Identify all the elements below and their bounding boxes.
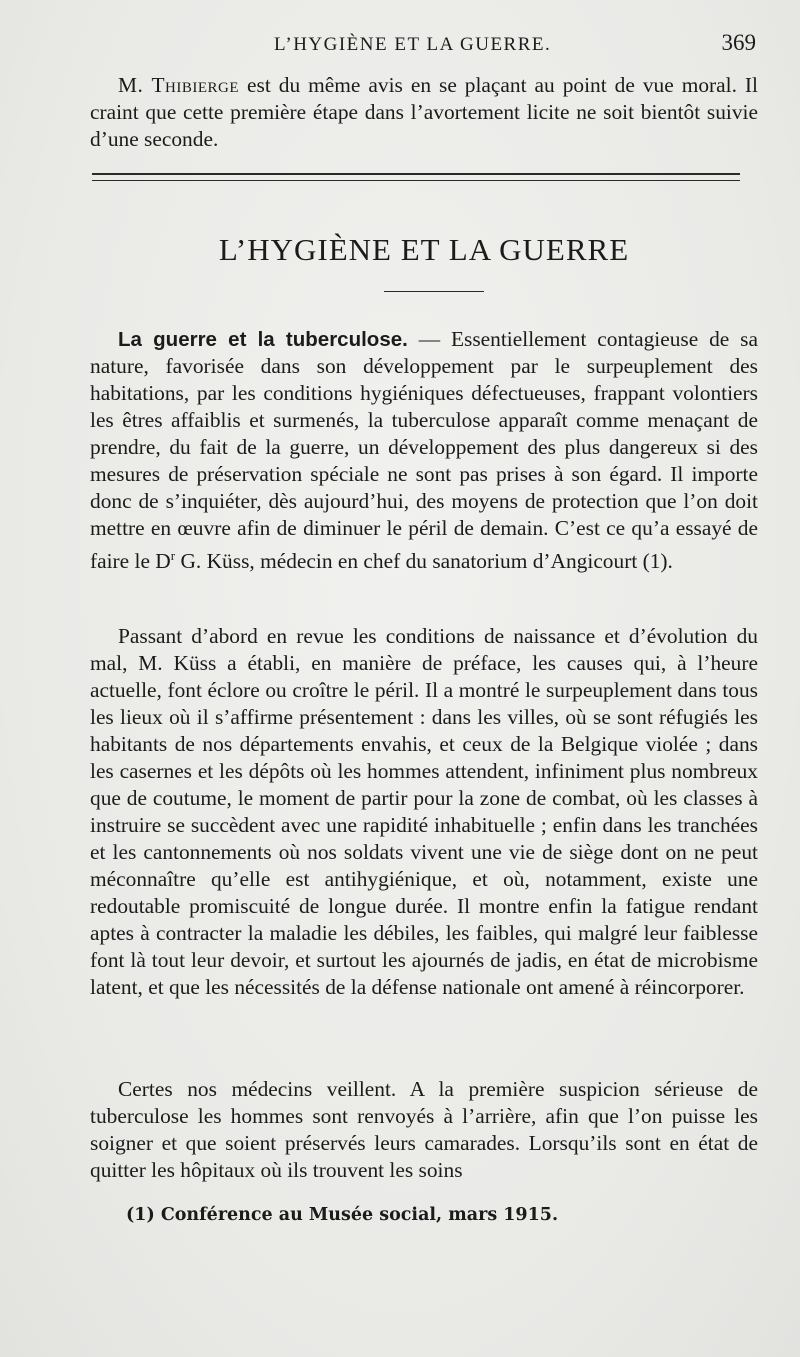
- intro-paragraph: [90, 72, 758, 153]
- article-paragraph-3: Certes nos médecins veillent. A la première suspicion sérieuse de tuberculose les hommes sont renvoyés à l’arrière, afin que l’on puisse les soigner et que soient préservés leurs camarades. Lorsqu’ils sont en état de quitter les hôpitaux où ils trouvent les soins: [90, 1077, 758, 1182]
- intro-text: est du même avis en se plaçant au point de vue moral. Il craint que cette première étape dans l’avortement licite ne soit bientôt suivie d’une seconde.: [90, 73, 758, 151]
- article-paragraph-2: Passant d’abord en revue les conditions de naissance et d’évolution du mal, M. Küss a établi, en manière de préface, les causes qui, à l’heure actuelle, font éclore ou croître le péril. Il a montré le surpeuplement dans tous les lieux où il s’affirme présentement : dans les villes, où se sont réfugiés les habitants de nos départements envahis, et ceux de la Belgique violée ; dans les casernes et les dépôts où les hommes attendent, infiniment plus nombreux que de coutume, le moment de partir pour la zone de combat, où les classes à instruire se succèdent avec une rapidité inhabituelle ; enfin dans les tranchées et les cantonnements où nos soldats vivent une vie de siège dont on ne peut méconnaître qu’elle est antihygiénique, et où, notamment, existe une redoutable promiscuité de longue durée. Il montre enfin la fatigue rendant aptes à contracter la maladie les débiles, les faibles, qui malgré leur faiblesse font là tout leur devoir, et surtout les ajournés de jadis, en état de microbisme latent, et que les nécessités de la défense nationale ont amené à réincorporer.: [90, 624, 758, 999]
- section-title: L’HYGIÈNE ET LA GUERRE: [218, 232, 630, 267]
- title-underline: [384, 291, 484, 292]
- article-lead: La guerre et la tuberculose.: [118, 328, 408, 351]
- article-p1-text: — Essentiellement contagieuse de sa nature, favorisée dans son développement par le surpeuplement des habitations, par les conditions hygiéniques défectueuses, frappant volontiers les êtres affaiblis et surmenés, la tuberculose apparaît comme menaçant de prendre, du fait de la guerre, un développement des plus dangereux si des mesures de préservation spéciale ne sont pas prises à son égard. Il importe donc de s’inquiéter, dès aujourd’hui, des moyens de protection que l’on doit mettre en œuvre afin de diminuer le péril de demain. C’est ce qu’a essayé de faire le D: [90, 327, 758, 574]
- section-divider-thin: [92, 180, 740, 181]
- footnote: (1) Conférence au Musée social, mars 1915.: [126, 1205, 559, 1225]
- intro-name: M. Thibierge: [118, 73, 240, 97]
- article-paragraph-1: [90, 326, 758, 575]
- page-number: 369: [721, 30, 756, 55]
- doctor-abbrev-sup: r: [170, 548, 176, 563]
- running-header: [88, 30, 758, 60]
- running-title: L’HYGIÈNE ET LA GUERRE.: [274, 34, 552, 55]
- section-divider-thick: [92, 173, 740, 175]
- article-p1-end: G. Küss, médecin en chef du sanatorium d’Angicourt (1).: [175, 549, 673, 574]
